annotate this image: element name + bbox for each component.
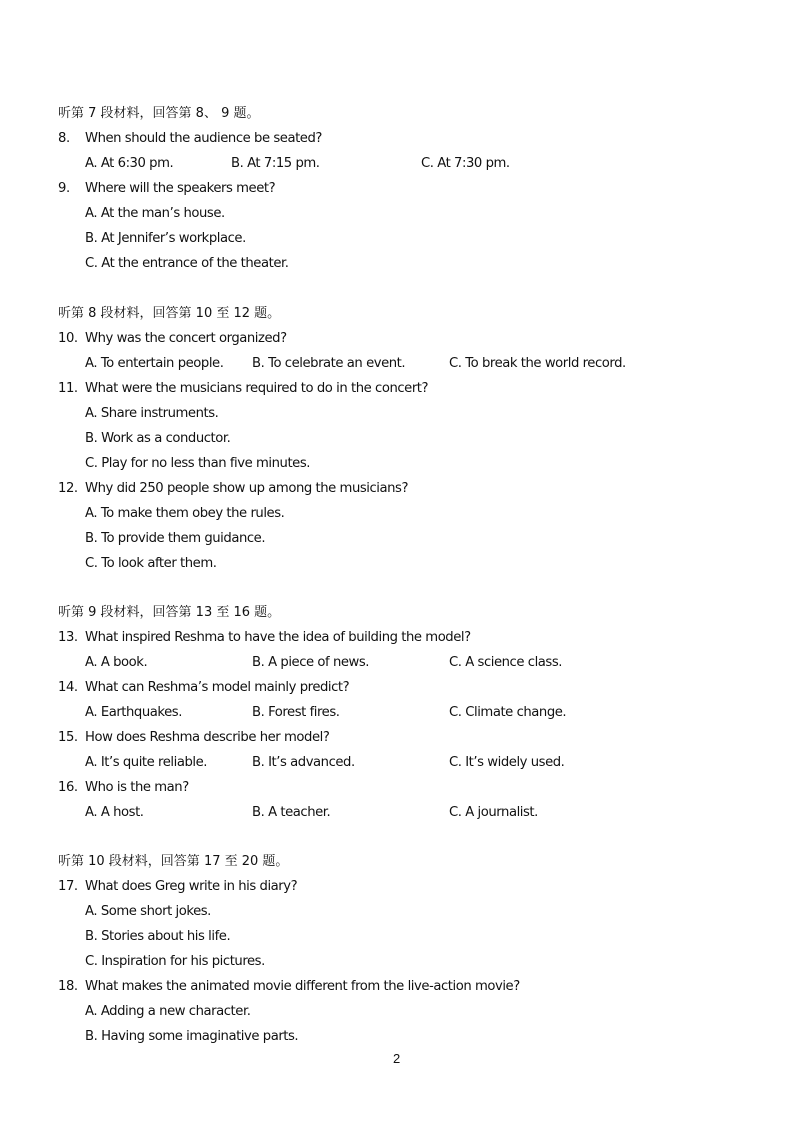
option-a: A. At the man’s house. bbox=[85, 206, 225, 221]
option-c: C. Inspiration for his pictures. bbox=[85, 954, 265, 969]
section-heading-9: 听第 9 段材料，回答第 13 至 16 题。 bbox=[58, 605, 281, 620]
option-c: C. It’s widely used. bbox=[449, 755, 565, 770]
option-b: B. To celebrate an event. bbox=[252, 356, 406, 371]
question-text: What does Greg write in his diary? bbox=[85, 879, 298, 894]
option-b: B. Having some imaginative parts. bbox=[85, 1029, 299, 1044]
option-c: C. At 7:30 pm. bbox=[421, 156, 510, 171]
section-heading-8: 听第 8 段材料，回答第 10 至 12 题。 bbox=[58, 306, 281, 321]
question-text: What can Reshma’s model mainly predict? bbox=[85, 680, 350, 695]
question-text: What inspired Reshma to have the idea of building the model? bbox=[85, 630, 471, 645]
option-b: B. At 7:15 pm. bbox=[231, 156, 320, 171]
question-text: What makes the animated movie different from the live-action movie? bbox=[85, 979, 520, 994]
page-number: 2 bbox=[393, 1051, 401, 1066]
option-b: B. A piece of news. bbox=[252, 655, 370, 670]
option-b: B. To provide them guidance. bbox=[85, 531, 266, 546]
option-b: B. At Jennifer’s workplace. bbox=[85, 231, 246, 246]
option-c: C. Play for no less than five minutes. bbox=[85, 456, 310, 471]
option-b: B. A teacher. bbox=[252, 805, 331, 820]
option-c: C. A journalist. bbox=[449, 805, 538, 820]
question-text: When should the audience be seated? bbox=[85, 131, 322, 146]
question-number: 10. bbox=[58, 331, 78, 346]
option-a: A. To make them obey the rules. bbox=[85, 506, 285, 521]
option-c: C. Climate change. bbox=[449, 705, 567, 720]
question-number: 17. bbox=[58, 879, 78, 894]
question-text: What were the musicians required to do in the concert? bbox=[85, 381, 429, 396]
question-number: 18. bbox=[58, 979, 78, 994]
option-b: B. It’s advanced. bbox=[252, 755, 355, 770]
option-c: C. A science class. bbox=[449, 655, 562, 670]
question-number: 11. bbox=[58, 381, 78, 396]
option-c: C. At the entrance of the theater. bbox=[85, 256, 289, 271]
question-number: 8. bbox=[58, 131, 70, 146]
question-text: How does Reshma describe her model? bbox=[85, 730, 330, 745]
question-number: 12. bbox=[58, 481, 78, 496]
option-a: A. A host. bbox=[85, 805, 144, 820]
option-a: A. Some short jokes. bbox=[85, 904, 211, 919]
option-a: A. Earthquakes. bbox=[85, 705, 182, 720]
option-b: B. Stories about his life. bbox=[85, 929, 231, 944]
question-number: 9. bbox=[58, 181, 70, 196]
question-text: Where will the speakers meet? bbox=[85, 181, 276, 196]
question-text: Why was the concert organized? bbox=[85, 331, 287, 346]
option-c: C. To break the world record. bbox=[449, 356, 626, 371]
question-number: 16. bbox=[58, 780, 78, 795]
option-a: A. Share instruments. bbox=[85, 406, 219, 421]
question-text: Why did 250 people show up among the musicians? bbox=[85, 481, 409, 496]
option-b: B. Forest fires. bbox=[252, 705, 340, 720]
question-number: 15. bbox=[58, 730, 78, 745]
section-heading-10: 听第 10 段材料，回答第 17 至 20 题。 bbox=[58, 854, 289, 869]
option-b: B. Work as a conductor. bbox=[85, 431, 231, 446]
section-heading-7: 听第 7 段材料，回答第 8、 9 题。 bbox=[58, 106, 260, 121]
option-a: A. A book. bbox=[85, 655, 148, 670]
option-c: C. To look after them. bbox=[85, 556, 217, 571]
question-number: 13. bbox=[58, 630, 78, 645]
option-a: A. It’s quite reliable. bbox=[85, 755, 208, 770]
option-a: A. At 6:30 pm. bbox=[85, 156, 174, 171]
question-text: Who is the man? bbox=[85, 780, 189, 795]
option-a: A. Adding a new character. bbox=[85, 1004, 251, 1019]
option-a: A. To entertain people. bbox=[85, 356, 224, 371]
question-number: 14. bbox=[58, 680, 78, 695]
